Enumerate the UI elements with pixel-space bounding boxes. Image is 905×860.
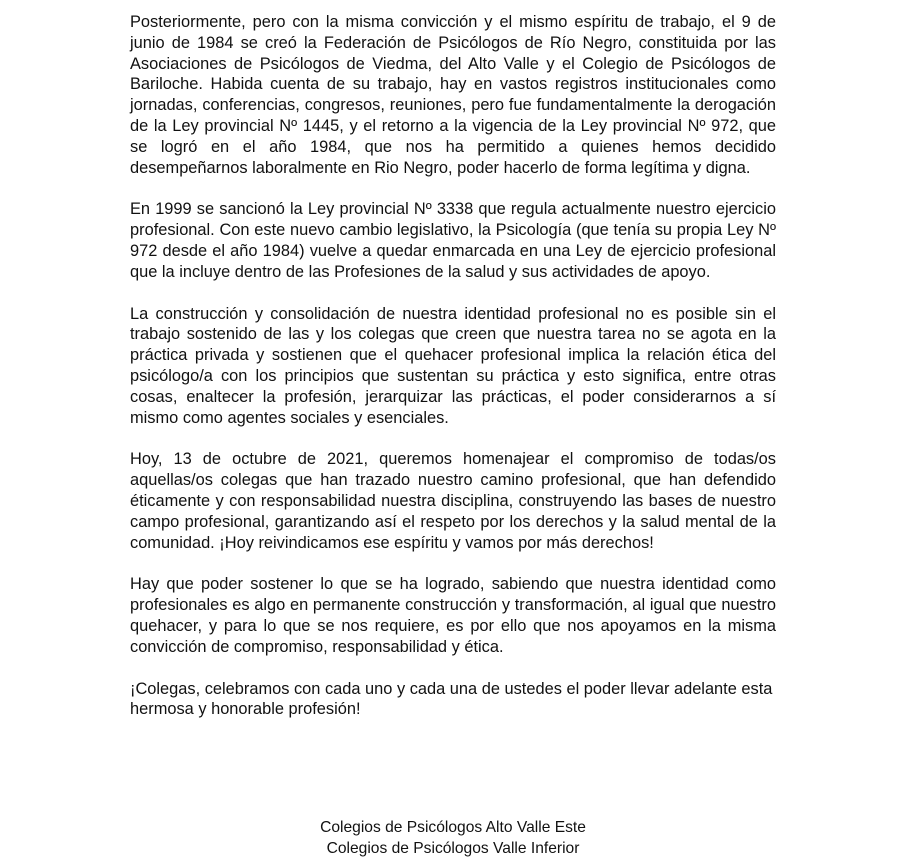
- paragraph-celebracion: ¡Colegas, celebramos con cada uno y cada una de ustedes el poder llevar adelante esta hermosa y honorable profesión!: [130, 679, 773, 719]
- paragraph-sostener: Hay que poder sostener lo que se ha logrado, sabiendo que nuestra identidad como profesionales es algo en permanente construcción y transformación, al igual que nuestro quehacer, y para lo que se nos requiere, es por ello que nos apoyamos en la misma convicción de compromiso, responsabilidad y ética.: [130, 575, 776, 656]
- signature-line-valle-inferior: Colegios de Psicólogos Valle Inferior: [326, 839, 580, 857]
- paragraph-ley-3338: En 1999 se sancionó la Ley provincial Nº 3338 que regula actualmente nuestro ejercicio profesional. Con este nuevo cambio legislativo, la Psicología (que tenía su propia Ley Nº 972 desde el año 1984) vuelve a quedar enmarcada en una Ley de ejercicio profesional que la incluye dentro de las Profesiones de la salud y sus actividades de apoyo.: [130, 200, 776, 281]
- paragraph-federacion: Posteriormente, pero con la misma convicción y el mismo espíritu de trabajo, el 9 de junio de 1984 se creó la Federación de Psicólogos de Río Negro, constituida por las Asociaciones de Psicólogos de Viedma, del Alto Valle y el Colegio de Psicólogos de Bariloche. Habida cuenta de su trabajo, hay en vastos registros institucionales como jornadas, conferencias, congresos, reuniones, pero fue fundamentalmente la derogación de la Ley provincial Nº 1445, y el retorno a la vigencia de la Ley provincial Nº 972, que se logró en el año 1984, que nos ha permitido a quienes hemos decidido desempeñarnos laboralmente en Rio Negro, poder hacerlo de forma legítima y digna.: [130, 13, 776, 177]
- signature-line-alto-valle-este: Colegios de Psicólogos Alto Valle Este: [320, 819, 586, 836]
- paragraph-homenaje: Hoy, 13 de octubre de 2021, queremos homenajear el compromiso de todas/os aquellas/os colegas que han trazado nuestro camino profesional, que han defendido éticamente y con responsabilidad nuestra disciplina, construyendo las bases de nuestro campo profesional, garantizando así el respeto por los derechos y la salud mental de la comunidad. ¡Hoy reivindicamos ese espíritu y vamos por más derechos!: [130, 450, 776, 552]
- paragraph-identidad-profesional: La construcción y consolidación de nuestra identidad profesional no es posible sin el trabajo sostenido de las y los colegas que creen que nuestra tarea no se agota en la práctica privada y sostienen que el quehacer profesional implica la relación ética del psicólogo/a con los principios que sustentan su práctica y esto significa, entre otras cosas, enaltecer la profesión, jerarquizar las prácticas, el poder considerarnos a sí mismo como agentes sociales y esenciales.: [130, 304, 776, 427]
- document-body: [130, 12, 776, 741]
- signature-block: [130, 818, 776, 859]
